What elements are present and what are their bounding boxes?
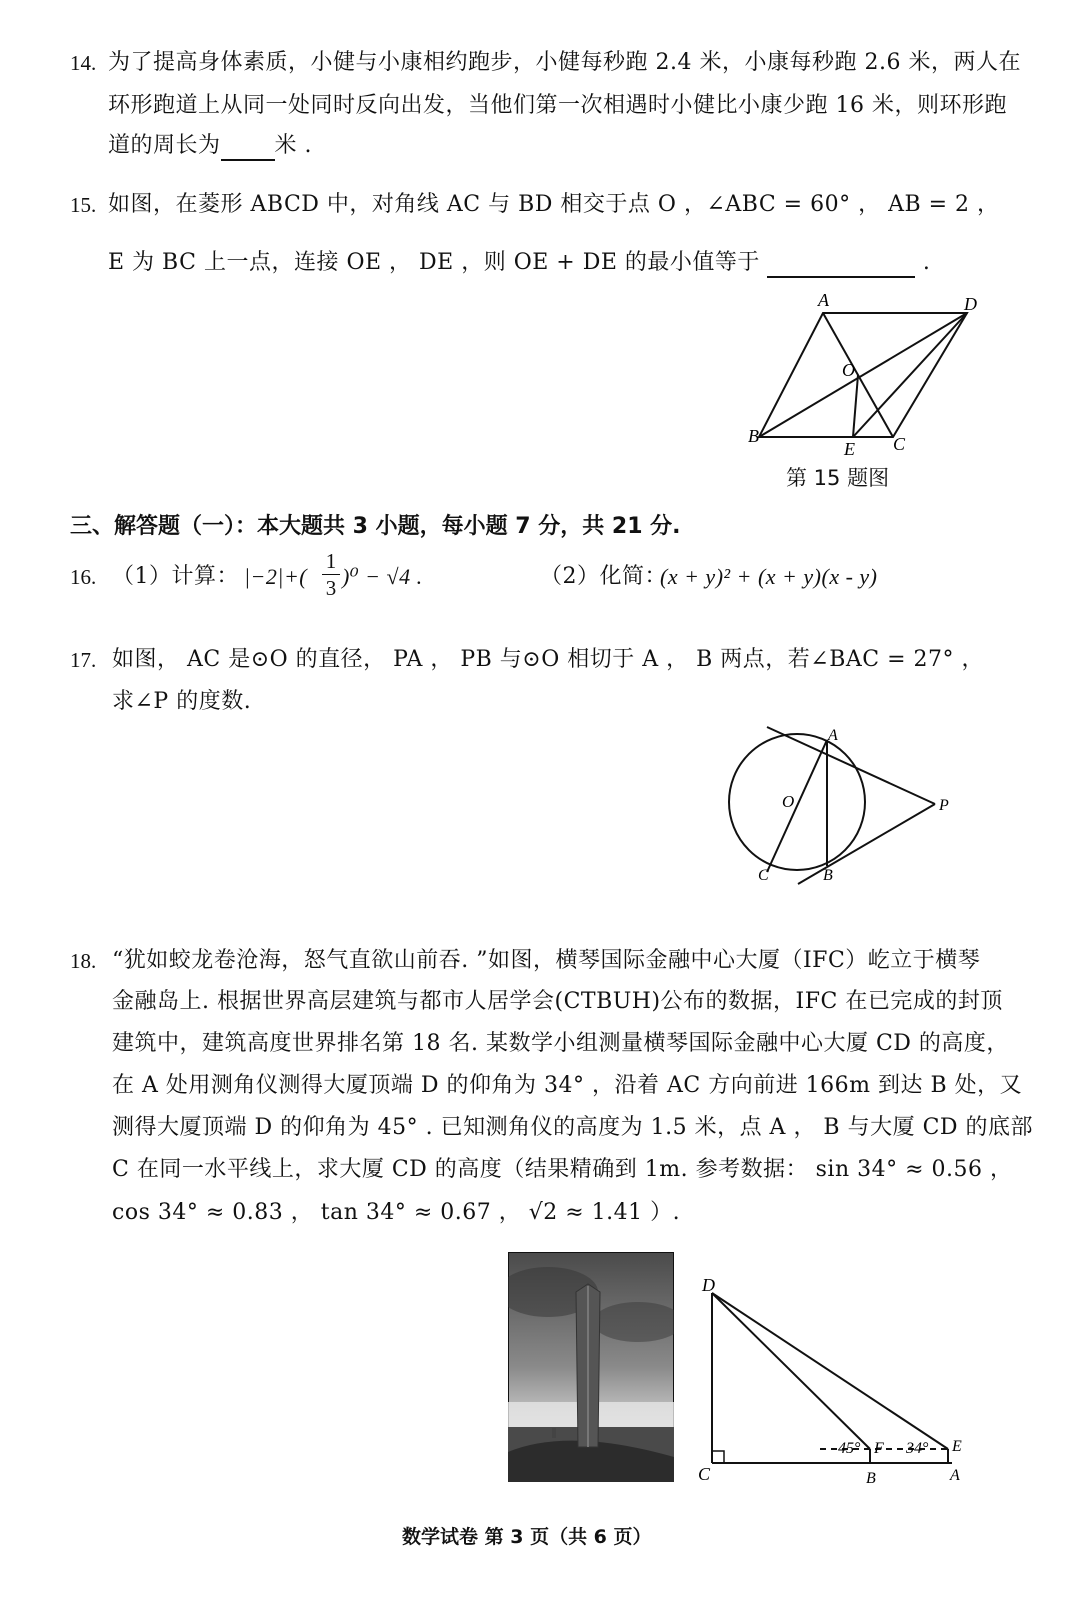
section-3-heading: 三、解答题（一）：本大题共 3 小题，每小题 7 分，共 21 分. <box>70 514 681 539</box>
q16-fraction <box>322 548 340 601</box>
right-angle-mark <box>712 1451 724 1463</box>
q15-label-b: B <box>748 426 759 446</box>
q15-label-d: D <box>964 294 977 314</box>
circle-o <box>729 734 865 870</box>
q17-line2: 求∠P 的度数. <box>112 689 252 714</box>
q15-label-a: A <box>818 290 829 310</box>
q17-label-b: B <box>823 867 833 884</box>
q15-rhombus-figure <box>740 290 990 460</box>
q18-line6: C 在同一水平线上，求大厦 CD 的高度（结果精确到 1m. 参考数据： sin 34° ≈ 0.56 ， <box>112 1157 1013 1182</box>
q14-line3-post: 米 . <box>274 133 313 158</box>
q15-number: 15. <box>70 193 97 217</box>
q18-line1: “犹如蛟龙卷沧海，怒气直欲山前吞. ”如图，横琴国际金融中心大厦（IFC）屹立于横琴 <box>112 948 981 973</box>
q16-part1-expr-a: |−2|+( <box>244 564 308 589</box>
q17-label-o: O <box>782 792 795 811</box>
q18-label-a: A <box>950 1467 960 1484</box>
q17-label-a: A <box>828 727 838 744</box>
q18-angle-34: 34° <box>906 1440 929 1457</box>
q14-number: 14. <box>70 51 97 75</box>
tangent-pb <box>798 804 935 884</box>
q15-label-o: O <box>842 360 855 380</box>
q18-elevation-figure <box>690 1275 980 1490</box>
q17-line1: 如图， AC 是⊙O 的直径， PA ， PB 与⊙O 相切于 A ， B 两点，若∠BAC = 27° ， <box>112 647 985 672</box>
q18-label-e: E <box>952 1438 962 1455</box>
q16-part1-expr-b: )⁰ − √4 . <box>342 564 423 589</box>
q18-label-c: C <box>698 1464 711 1484</box>
q15-line1: 如图，在菱形 ABCD 中，对角线 AC 与 BD 相交于点 O ，∠ABC = 60° ， AB = 2 ， <box>108 192 1000 217</box>
q14-answer-blank <box>221 137 275 161</box>
q18-label-b: B <box>866 1470 876 1487</box>
q15-caption: 第 15 题图 <box>786 466 890 490</box>
q15-answer-blank <box>767 254 915 278</box>
q17-label-c: C <box>758 867 769 884</box>
q16-part2-expr: (x + y)² + (x + y)(x - y) <box>660 564 878 589</box>
q15-line2-pre: E 为 BC 上一点，连接 OE ， DE ，则 OE + DE 的最小值等于 <box>108 250 760 275</box>
q16-number: 16. <box>70 565 97 589</box>
q16-fraction-denominator: 3 <box>322 574 340 601</box>
q15-line2 <box>108 248 930 278</box>
q16-fraction-numerator: 1 <box>325 549 337 573</box>
q18-line4: 在 A 处用测角仪测得大厦顶端 D 的仰角为 34° ，沿着 AC 方向前进 166m 到达 B 处，又 <box>112 1073 1023 1098</box>
q14-line2: 环形跑道上从同一处同时反向出发，当他们第一次相遇时小健比小康少跑 16 米，则环形跑 <box>108 93 1007 118</box>
segment-de <box>853 313 967 437</box>
q15-label-c: C <box>893 434 906 454</box>
sightline-from-f <box>712 1293 870 1449</box>
q17-circle-figure <box>720 720 960 890</box>
q18-line2: 金融岛上. 根据世界高层建筑与都市人居学会(CTBUH)公布的数据，IFC 在已完成的封顶 <box>112 989 1003 1014</box>
q15-line2-post: . <box>922 250 931 275</box>
q16-part1-label: （1）计算： <box>112 564 239 589</box>
q18-label-f: F <box>874 1440 884 1457</box>
q14-line3-pre: 道的周长为 <box>108 133 221 158</box>
page-footer: 数学试卷 第 3 页（共 6 页） <box>402 1526 652 1548</box>
sightline-from-e <box>712 1293 948 1449</box>
q16-part2-label: （2）化简： <box>540 564 667 589</box>
diameter-ac <box>767 740 827 872</box>
q18-number: 18. <box>70 949 97 973</box>
q15-label-e: E <box>844 439 855 459</box>
q14-line3 <box>108 131 312 161</box>
segment-oe <box>853 375 858 437</box>
ifc-tower-photo <box>508 1252 674 1482</box>
q18-line3: 建筑中，建筑高度世界排名第 18 名. 某数学小组测量横琴国际金融中心大厦 CD 的高度， <box>112 1031 1009 1056</box>
q17-number: 17. <box>70 648 97 672</box>
q18-label-d: D <box>702 1275 715 1295</box>
q18-line5: 测得大厦顶端 D 的仰角为 45° . 已知测角仪的高度为 1.5 米，点 A ， B 与大厦 CD 的底部 <box>112 1115 1034 1140</box>
q18-line7: cos 34° ≈ 0.83 ， tan 34° ≈ 0.67 ， √2 ≈ 1.41 ）. <box>112 1200 681 1225</box>
q14-line1: 为了提高身体素质，小健与小康相约跑步，小健每秒跑 2.4 米，小康每秒跑 2.6 米，两人在 <box>108 50 1021 75</box>
q17-label-p: P <box>939 797 949 814</box>
q18-angle-45: 45° <box>838 1440 861 1457</box>
